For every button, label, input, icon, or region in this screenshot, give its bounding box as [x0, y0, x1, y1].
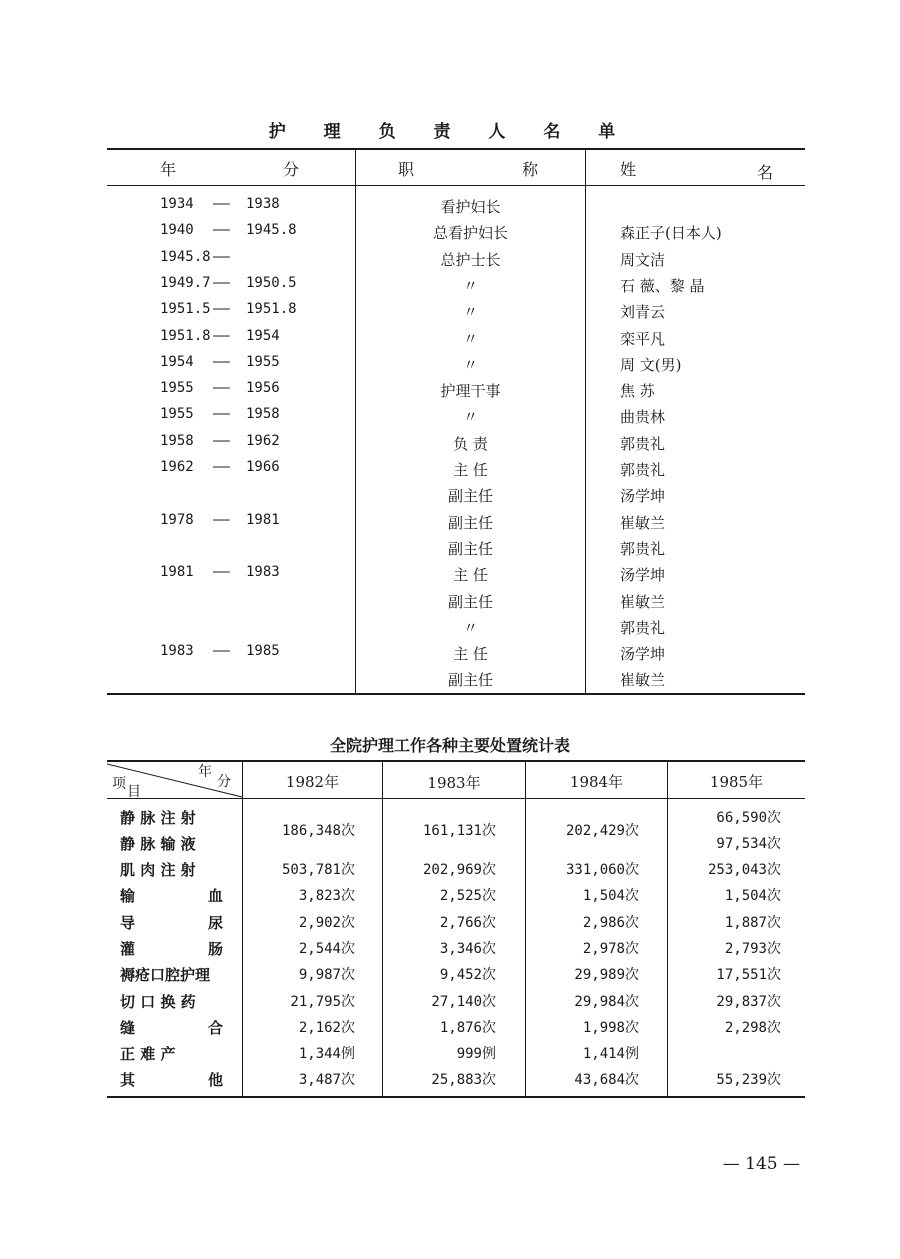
- row-year-dash: ——: [213, 196, 230, 212]
- row-year-to: 1956: [246, 380, 280, 396]
- row-label-right: 尿: [208, 914, 224, 932]
- row-title: 主 任: [453, 461, 488, 479]
- table1-col-divider-2: [585, 150, 586, 693]
- row-label-right: 肠: [208, 940, 224, 958]
- row-value: 503,781次: [281, 862, 355, 878]
- row-year-from: 1951.8: [160, 328, 211, 344]
- row-value: 1,998次: [582, 1020, 639, 1036]
- row-title: 总看护妇长: [432, 224, 508, 242]
- year-header-1983: 1983年: [427, 774, 481, 792]
- row-year-from: 1951.5: [160, 301, 211, 317]
- table2-bottom-rule: [107, 1096, 805, 1098]
- row-value: 2,986次: [582, 915, 639, 931]
- row-name: 汤学坤: [620, 645, 666, 663]
- row-year-to: 1954: [246, 328, 280, 344]
- row-value: 3,346次: [439, 941, 496, 957]
- row-label: 肌 肉 注 射: [120, 861, 196, 879]
- year-header-1985: 1985年: [709, 773, 764, 791]
- row-value: 1,504次: [582, 888, 639, 904]
- row-name: 汤学坤: [620, 487, 666, 505]
- row-value: 999例: [456, 1046, 496, 1062]
- row-year-to: 1938: [246, 196, 280, 212]
- row-name: 焦 苏: [620, 382, 655, 400]
- row-title: 副主任: [447, 540, 493, 558]
- row-label-right: 合: [208, 1019, 224, 1037]
- row-value: 29,837次: [716, 994, 781, 1010]
- row-title: 〃: [462, 408, 478, 426]
- row-year-to: 1981: [246, 512, 280, 528]
- corner-label-item-bottom: 目: [127, 784, 141, 800]
- row-title: 〃: [462, 356, 478, 374]
- row-year-dash: ——: [213, 564, 230, 580]
- row-year-from: 1945.8: [160, 249, 211, 265]
- row-title: 副主任: [447, 514, 493, 532]
- row-label: 正 难 产: [120, 1045, 176, 1063]
- row-value: 2,766次: [439, 915, 496, 931]
- corner-label-year-top: 年: [198, 764, 212, 780]
- row-year-to: 1945.8: [246, 222, 297, 238]
- row-value: 9,452次: [439, 967, 496, 983]
- row-year-from: 1949.7: [160, 275, 211, 291]
- row-label: 褥疮口腔护理: [120, 966, 211, 984]
- row-title: 主 任: [453, 645, 488, 663]
- row-year-dash: ——: [213, 301, 230, 317]
- corner-label-year-right: 分: [217, 774, 231, 790]
- row-label-right: 血: [208, 887, 224, 905]
- row-year-from: 1954: [160, 354, 194, 370]
- row-value: 1,887次: [724, 915, 781, 931]
- row-name: 刘青云: [620, 303, 666, 321]
- row-name: 森正子(日本人): [620, 224, 722, 242]
- row-year-dash: ——: [213, 643, 230, 659]
- row-year-to: 1983: [246, 564, 280, 580]
- row-value: 2,793次: [724, 941, 781, 957]
- row-label-iv-infusion: 静 脉 输 液: [120, 835, 196, 853]
- row-year-to: 1958: [246, 406, 280, 422]
- row-title: 看护妇长: [440, 198, 501, 216]
- row-name: 栾平凡: [620, 330, 666, 348]
- row-year-dash: ——: [213, 354, 230, 370]
- row-title: 〃: [462, 330, 478, 348]
- row-name: 周 文(男): [620, 356, 682, 374]
- row-year-to: 1985: [246, 643, 280, 659]
- row-value: 1,414例: [582, 1046, 639, 1062]
- row-name: 郭贵礼: [620, 435, 666, 453]
- row-name: 郭贵礼: [620, 461, 666, 479]
- row-name: 石 薇、黎 晶: [620, 277, 705, 295]
- row-label: 切 口 换 药: [120, 993, 196, 1011]
- header-title-a: 职: [398, 160, 415, 179]
- row-year-to: 1951.8: [246, 301, 297, 317]
- row-year-from: 1978: [160, 512, 194, 528]
- page-number: — 145 —: [722, 1154, 800, 1174]
- table2-title: 全院护理工作各种主要处置统计表: [329, 736, 570, 755]
- row-year-dash: ——: [213, 275, 230, 291]
- table1-title: 护 理 负 责 人 名 单: [268, 122, 632, 142]
- row-year-dash: ——: [213, 380, 230, 396]
- row-value: 3,823次: [298, 888, 355, 904]
- row-value: 1,344例: [298, 1046, 355, 1062]
- row-title: 护理干事: [440, 382, 501, 400]
- row-value: 17,551次: [716, 967, 781, 983]
- row-label: 其: [120, 1071, 136, 1089]
- year-header-1984: 1984年: [569, 773, 624, 791]
- row-value: 29,989次: [574, 967, 639, 983]
- table2-header-rule: [107, 798, 805, 799]
- row-label: 缝: [120, 1019, 136, 1037]
- row-name: 周文洁: [620, 251, 666, 269]
- row-year-from: 1962: [160, 459, 194, 475]
- row-name: 郭贵礼: [620, 619, 666, 637]
- table1-bottom-rule: [107, 693, 805, 695]
- table1-top-rule: [107, 148, 805, 150]
- row-name: 崔敏兰: [620, 514, 666, 532]
- row-year-from: 1958: [160, 433, 194, 449]
- row-year-dash: ——: [213, 459, 230, 475]
- header-title-b: 称: [522, 160, 539, 179]
- row-name: 汤学坤: [620, 566, 666, 584]
- row-value: 29,984次: [574, 994, 639, 1010]
- row-year-from: 1955: [160, 406, 194, 422]
- row-value: 1,504次: [724, 888, 781, 904]
- row-value: 2,298次: [724, 1020, 781, 1036]
- year-header-1982: 1982年: [285, 773, 340, 791]
- header-name-a: 姓: [620, 160, 637, 179]
- row-value: 27,140次: [431, 994, 496, 1010]
- row-label: 导: [120, 914, 136, 932]
- row-title: 主 任: [453, 566, 488, 584]
- row-year-dash: ——: [213, 249, 230, 265]
- row-year-dash: ——: [213, 406, 230, 422]
- iv-infusion-1985: 97,534次: [716, 836, 781, 852]
- row-value: 2,525次: [439, 888, 496, 904]
- row-value: 2,902次: [298, 915, 355, 931]
- row-title: 〃: [462, 619, 478, 637]
- header-name-b: 名: [757, 163, 774, 182]
- row-label: 灌: [120, 940, 136, 958]
- row-year-dash: ——: [213, 433, 230, 449]
- table1-header-rule: [107, 185, 805, 186]
- row-title: 总护士长: [440, 251, 501, 269]
- row-year-from: 1955: [160, 380, 194, 396]
- row-value: 3,487次: [298, 1072, 355, 1088]
- row-value: 202,969次: [422, 862, 496, 878]
- row-year-to: 1966: [246, 459, 280, 475]
- row-title: 副主任: [447, 671, 493, 689]
- row-year-from: 1981: [160, 564, 194, 580]
- iv-combined-1982: 186,348次: [281, 823, 355, 839]
- row-title: 负 责: [453, 435, 488, 453]
- row-year-to: 1955: [246, 354, 280, 370]
- row-value: 25,883次: [431, 1072, 496, 1088]
- row-year-dash: ——: [213, 512, 230, 528]
- row-value: 2,162次: [298, 1020, 355, 1036]
- row-label-right: 他: [208, 1071, 224, 1089]
- row-title: 副主任: [447, 487, 493, 505]
- row-value: 9,987次: [298, 967, 355, 983]
- iv-injection-1985: 66,590次: [716, 810, 781, 826]
- iv-combined-1984: 202,429次: [565, 823, 639, 839]
- header-year-b: 分: [283, 160, 300, 179]
- row-year-to: 1962: [246, 433, 280, 449]
- row-year-dash: ——: [213, 328, 230, 344]
- iv-combined-1983: 161,131次: [422, 823, 496, 839]
- row-name: 崔敏兰: [620, 593, 666, 611]
- row-name: 崔敏兰: [620, 671, 666, 689]
- row-year-from: 1940: [160, 222, 194, 238]
- row-value: 331,060次: [565, 862, 639, 878]
- row-value: 43,684次: [574, 1072, 639, 1088]
- row-name: 郭贵礼: [620, 540, 666, 558]
- row-value: 2,544次: [298, 941, 355, 957]
- row-year-from: 1934: [160, 196, 194, 212]
- row-title: 〃: [462, 277, 478, 295]
- row-year-dash: ——: [213, 222, 230, 238]
- row-title: 〃: [462, 303, 478, 321]
- row-label: 输: [120, 887, 136, 905]
- row-year-from: 1983: [160, 643, 194, 659]
- row-title: 副主任: [447, 593, 493, 611]
- row-year-to: 1950.5: [246, 275, 297, 291]
- row-value: 1,876次: [439, 1020, 496, 1036]
- row-label-iv-injection: 静 脉 注 射: [120, 809, 196, 827]
- corner-label-item-left: 项: [112, 776, 126, 792]
- row-value: 2,978次: [582, 941, 639, 957]
- row-value: 21,795次: [290, 994, 355, 1010]
- row-name: 曲贵林: [620, 408, 666, 426]
- row-value: 55,239次: [716, 1072, 781, 1088]
- row-value: 253,043次: [707, 862, 781, 878]
- header-year-a: 年: [160, 160, 177, 179]
